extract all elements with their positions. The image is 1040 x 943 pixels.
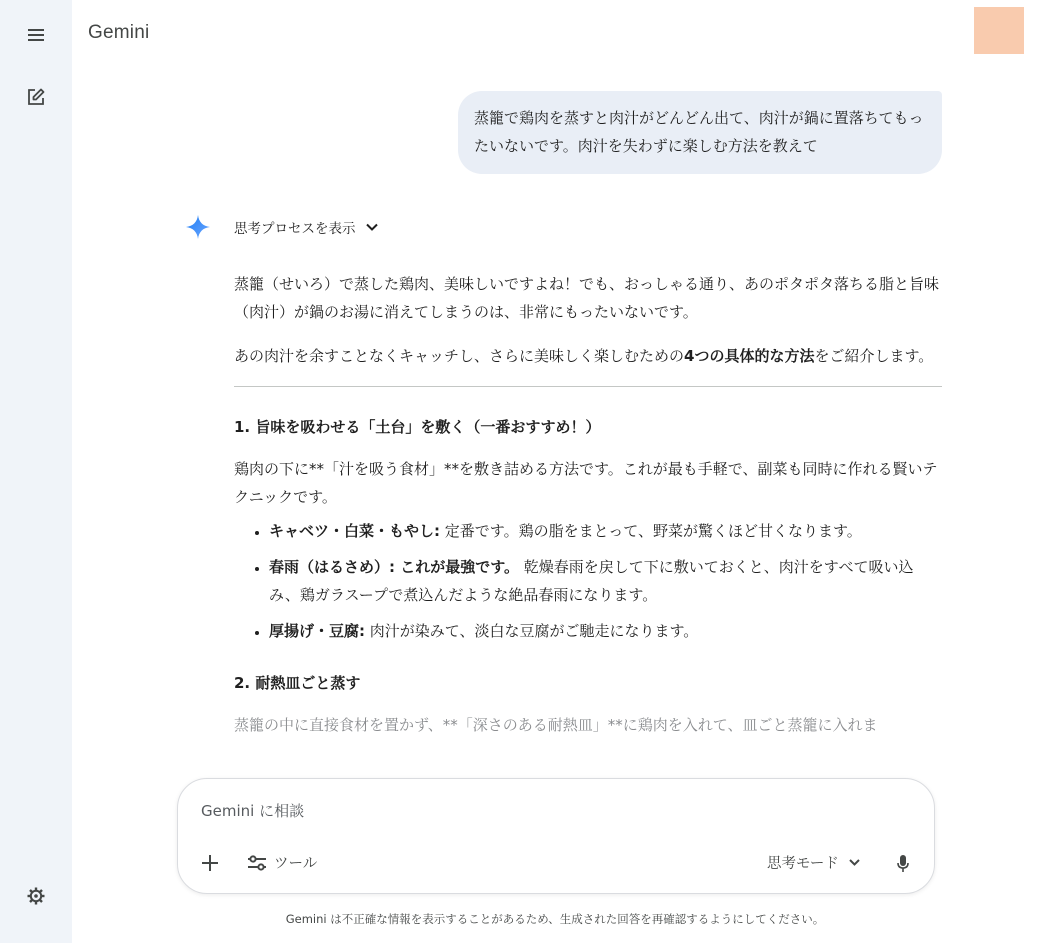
- plus-icon: [202, 855, 218, 871]
- mode-label: 思考モード: [767, 856, 839, 872]
- chevron-down-icon: [849, 859, 860, 866]
- section2-text: 蒸籠の中に直接食材を置かず、**「深さのある耐熱皿」**に鶏肉を入れて、皿ごと蒸籠に入れま: [234, 716, 878, 734]
- intro-text-2: あの肉汁を余すことなくキャッチし、さらに美味しく楽しむための: [234, 347, 685, 365]
- show-thinking-toggle[interactable]: [234, 216, 378, 238]
- tune-icon: [248, 855, 266, 871]
- intro-bold-text: 4つの具体的な方法: [684, 347, 815, 365]
- voice-input-button[interactable]: [894, 853, 912, 873]
- menu-button[interactable]: [18, 17, 54, 53]
- disclaimer-text: Gemini は不正確な情報を表示することがあるため、生成された回答を再確認するようにしてください。: [285, 912, 825, 926]
- bullet-bold: 春雨（はるさめ）: これが最強です。: [269, 558, 520, 576]
- edit-icon: [27, 88, 45, 106]
- bullet-list: [234, 517, 942, 645]
- bullet-text: 肉汁が染みて、淡白な豆腐がご馳走になります。: [365, 622, 699, 640]
- settings-button[interactable]: [18, 878, 54, 914]
- section1-text: 鶏肉の下に**「汁を吸う食材」**を敷き詰める方法です。これが最も手軽で、副菜も同時に作れる賢いテクニックです。: [234, 460, 938, 506]
- response-paragraph: [234, 711, 942, 739]
- gemini-spark-icon: [185, 214, 211, 240]
- list-item: [269, 553, 942, 609]
- gear-icon: [27, 887, 45, 905]
- user-message-bubble: [458, 91, 942, 174]
- list-item: [269, 617, 942, 645]
- response-paragraph: [234, 455, 942, 511]
- intro-text-1: 蒸籠（せいろ）で蒸した鶏肉、美味しいですよね！でも、おっしゃる通り、あのポタポタ落ちる脂と旨味（肉汁）が鍋のお湯に消えてしまうのは、非常にもったいないです。: [234, 275, 940, 321]
- user-message-text: 蒸籠で鶏肉を蒸すと肉汁がどんどん出て、肉汁が鍋に置落ちてもったいないです。肉汁を失わずに楽しむ方法を教えて: [474, 109, 924, 155]
- intro-text-3: をご紹介します。: [814, 347, 934, 365]
- app-title[interactable]: Gemini: [88, 22, 150, 43]
- bullet-text: 定番です。鶏の脂をまとって、野菜が驚くほど甘くなります。: [440, 522, 862, 540]
- prompt-composer: [177, 778, 935, 894]
- model-response: [234, 270, 942, 770]
- tools-label: ツール: [274, 856, 318, 872]
- divider: [234, 386, 942, 387]
- section-heading: 2. 耐熱皿ごと蒸す: [234, 674, 361, 692]
- bullet-bold: 厚揚げ・豆腐:: [269, 622, 365, 640]
- list-item: [269, 517, 942, 545]
- menu-icon: [28, 29, 44, 41]
- section-heading: 1. 旨味を吸わせる「土台」を敷く（一番おすすめ！）: [234, 418, 601, 436]
- bullet-bold: キャベツ・白菜・もやし:: [269, 522, 440, 540]
- mode-selector[interactable]: [767, 852, 860, 873]
- new-chat-button[interactable]: [18, 79, 54, 115]
- side-rail: [0, 0, 72, 943]
- tools-button[interactable]: [248, 852, 317, 873]
- bullet-text: 乾燥春雨を戻して下に敷いておくと、肉汁をすべて吸い込み、鶏ガラスープで煮込んだような絶品春雨になります。: [269, 558, 914, 604]
- add-attachment-button[interactable]: [200, 853, 220, 873]
- response-paragraph: [234, 342, 942, 370]
- show-thinking-label: 思考プロセスを表示: [234, 221, 356, 237]
- avatar[interactable]: [974, 7, 1024, 54]
- prompt-input[interactable]: [201, 799, 801, 823]
- microphone-icon: [897, 855, 909, 872]
- response-paragraph: [234, 270, 942, 326]
- chevron-down-icon: [366, 223, 378, 231]
